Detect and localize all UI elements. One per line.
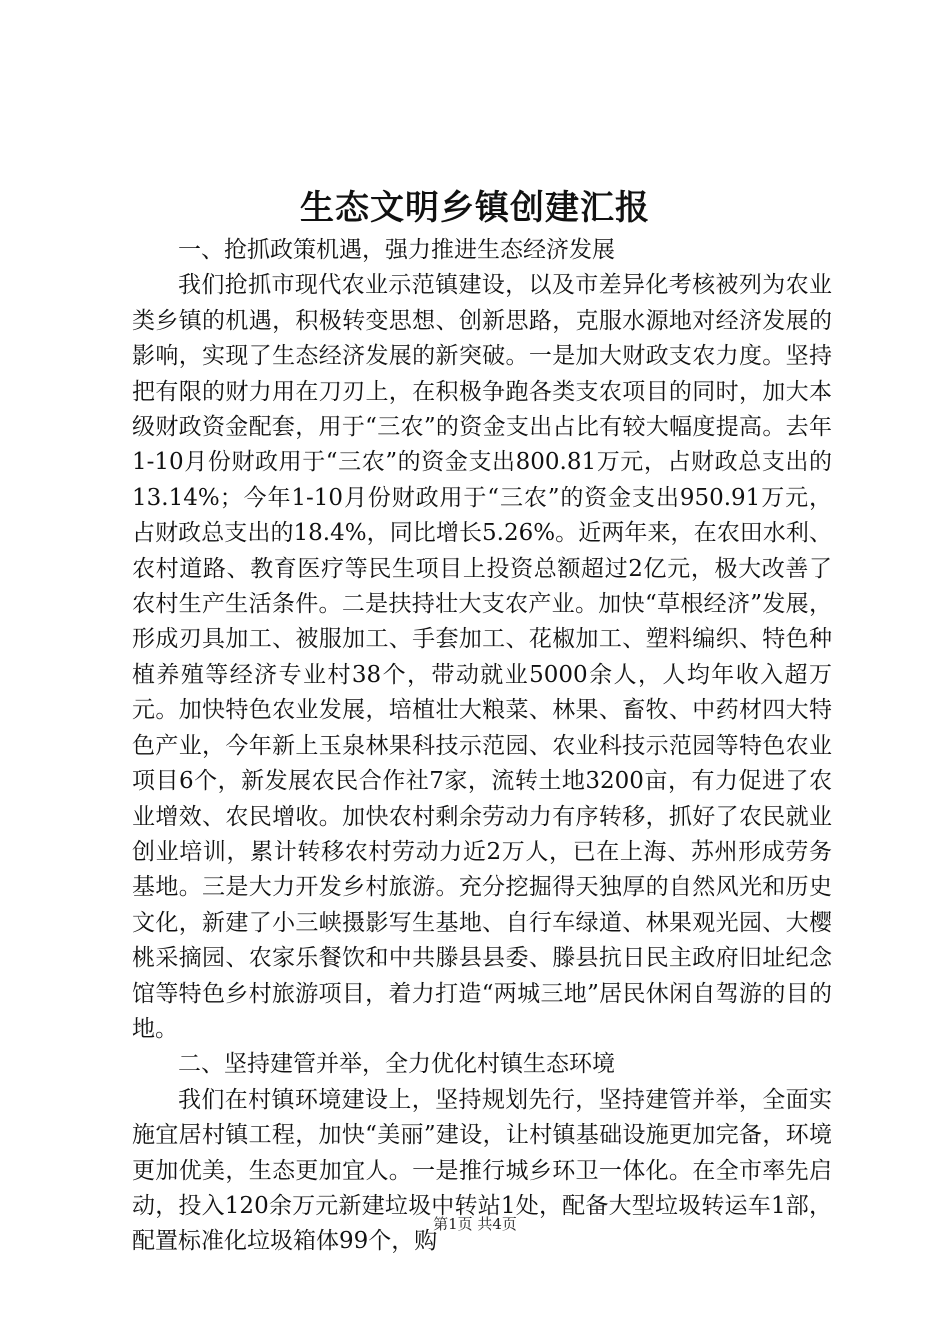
document-title: 生态文明乡镇创建汇报	[300, 188, 650, 228]
section-paragraph-1: 我们抢抓市现代农业示范镇建设，以及市差异化考核被列为农业类乡镇的机遇，积极转变思想、创新思路，克服水源地对经济发展的影响，实现了生态经济发展的新突破。一是加大财政支农力度。坚持把有限的财力用在刀刃上，在积极争跑各类支农项目的同时，加大本级财政资金配套，用于“三农”的资金支出占比有较大幅度提高。去年1-10月份财政用于“三农”的资金支出800.81万元，占财政总支出的13.14%；今年1-10月份财政用于“三农”的资金支出950.91万元，占财政总支出的18.4%，同比增长5.26%。近两年来，在农田水利、农村道路、教育医疗等民生项目上投资总额超过2亿元，极大改善了农村生产生活条件。二是扶持壮大支农产业。加快“草根经济”发展，形成刃具加工、被服加工、手套加工、花椒加工、塑料编织、特色种植养殖等经济专业村38个，带动就业5000余人，人均年收入超万元。加快特色农业发展，培植壮大粮菜、林果、畜牧、中药材四大特色产业，今年新上玉泉林果科技示范园、农业科技示范园等特色农业项目6个，新发展农民合作社7家，流转土地3200亩，有力促进了农业增效、农民增收。加快农村剩余劳动力有序转移，抓好了农民就业创业培训，累计转移农村劳动力近2万人，已在上海、苏州形成劳务基地。三是大力开发乡村旅游。充分挖掘得天独厚的自然风光和历史文化，新建了小三峡摄影写生基地、自行车绿道、林果观光园、大樱桃采摘园、农家乐餐饮和中共滕县县委、滕县抗日民主政府旧址纪念馆等特色乡村旅游项目，着力打造“两城三地”居民休闲自驾游的目的地。	[132, 272, 832, 1042]
section-heading-2: 二、坚持建管并举，全力优化村镇生态环境	[178, 1051, 615, 1078]
section-heading-1: 一、抢抓政策机遇，强力推进生态经济发展	[178, 237, 615, 263]
document-body	[132, 233, 832, 1260]
section-paragraph-2: 我们在村镇环境建设上，坚持规划先行，坚持建管并举，全面实施宜居村镇工程，加快“美丽”建设，让村镇基础设施更加完备，环境更加优美，生态更加宜人。一是推行城乡环卫一体化。在全市率先启动，投入120余万元新建垃圾中转站1处，配备大型垃圾转运车1部，配置标准化垃圾箱体99个，购	[132, 1086, 832, 1255]
page-footer: 第1页 共4页	[433, 1215, 517, 1233]
